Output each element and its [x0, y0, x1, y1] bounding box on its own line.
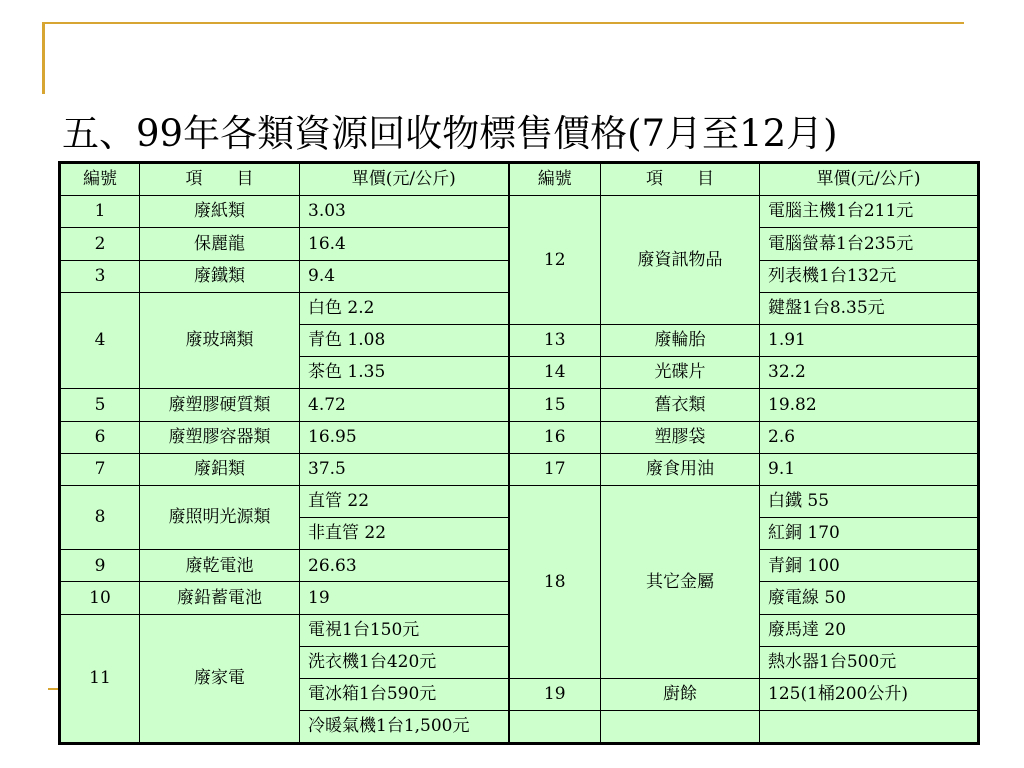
cell-item: 其它金屬 [601, 485, 760, 678]
decorative-top-line [42, 22, 964, 24]
header-price-left: 單價(元/公斤) [300, 163, 509, 196]
decorative-left-line [42, 22, 45, 94]
cell-item: 保麗龍 [140, 228, 300, 260]
cell-item: 廢鋁類 [140, 453, 300, 485]
cell-price: 白鐵 55 [760, 485, 979, 517]
header-item-right: 項 目 [601, 163, 760, 196]
table-row [60, 421, 979, 453]
cell-price: 37.5 [300, 453, 509, 485]
cell-price: 列表機1台132元 [760, 260, 979, 292]
table-header-row [60, 163, 979, 196]
cell-price: 冷暖氣機1台1,500元 [300, 711, 509, 744]
cell-no: 7 [60, 453, 140, 485]
cell-empty [601, 711, 760, 744]
cell-price: 19.82 [760, 389, 979, 421]
cell-price: 9.4 [300, 260, 509, 292]
cell-price: 9.1 [760, 453, 979, 485]
cell-price: 19 [300, 582, 509, 614]
cell-item: 廢食用油 [601, 453, 760, 485]
cell-no: 12 [509, 196, 601, 325]
cell-price: 電腦主機1台211元 [760, 196, 979, 228]
cell-price: 32.2 [760, 357, 979, 389]
cell-price: 電冰箱1台590元 [300, 679, 509, 711]
cell-price: 茶色 1.35 [300, 357, 509, 389]
cell-price: 熱水器1台500元 [760, 646, 979, 678]
cell-price: 16.95 [300, 421, 509, 453]
cell-price: 紅銅 170 [760, 518, 979, 550]
cell-price: 4.72 [300, 389, 509, 421]
cell-no: 11 [60, 614, 140, 744]
cell-price: 鍵盤1台8.35元 [760, 292, 979, 324]
header-no-right: 編號 [509, 163, 601, 196]
cell-item: 舊衣類 [601, 389, 760, 421]
cell-item: 廢輪胎 [601, 324, 760, 356]
cell-item: 廢鉛蓄電池 [140, 582, 300, 614]
cell-price: 廢電線 50 [760, 582, 979, 614]
cell-item: 廢紙類 [140, 196, 300, 228]
cell-no: 3 [60, 260, 140, 292]
cell-price: 1.91 [760, 324, 979, 356]
cell-no: 4 [60, 292, 140, 389]
cell-price: 2.6 [760, 421, 979, 453]
table-row [60, 485, 979, 517]
cell-no: 15 [509, 389, 601, 421]
cell-item: 廢照明光源類 [140, 485, 300, 549]
header-item-left: 項 目 [140, 163, 300, 196]
cell-item: 廢家電 [140, 614, 300, 744]
cell-no: 5 [60, 389, 140, 421]
cell-price: 16.4 [300, 228, 509, 260]
cell-item: 光碟片 [601, 357, 760, 389]
slide-title: 五、99年各類資源回收物標售價格(7月至12月) [62, 112, 838, 155]
cell-item: 廢鐵類 [140, 260, 300, 292]
decorative-left-tick [48, 688, 58, 690]
cell-item: 廢塑膠容器類 [140, 421, 300, 453]
cell-no: 13 [509, 324, 601, 356]
cell-price: 白色 2.2 [300, 292, 509, 324]
cell-price: 廢馬達 20 [760, 614, 979, 646]
cell-price: 電視1台150元 [300, 614, 509, 646]
table-row [60, 196, 979, 228]
cell-no: 8 [60, 485, 140, 549]
cell-item: 廢乾電池 [140, 550, 300, 582]
cell-no: 19 [509, 679, 601, 711]
cell-no: 6 [60, 421, 140, 453]
cell-item: 廢玻璃類 [140, 292, 300, 389]
cell-item: 廢塑膠硬質類 [140, 389, 300, 421]
cell-price: 電腦螢幕1台235元 [760, 228, 979, 260]
cell-no: 16 [509, 421, 601, 453]
cell-price: 青銅 100 [760, 550, 979, 582]
cell-no: 14 [509, 357, 601, 389]
price-table [58, 161, 980, 745]
cell-price: 洗衣機1台420元 [300, 646, 509, 678]
table-row [60, 389, 979, 421]
cell-price: 青色 1.08 [300, 324, 509, 356]
cell-no: 17 [509, 453, 601, 485]
cell-item: 廢資訊物品 [601, 196, 760, 325]
cell-item: 塑膠袋 [601, 421, 760, 453]
cell-no: 18 [509, 485, 601, 678]
header-no-left: 編號 [60, 163, 140, 196]
table-row [60, 453, 979, 485]
cell-item: 廚餘 [601, 679, 760, 711]
cell-no: 9 [60, 550, 140, 582]
cell-price: 125(1桶200公升) [760, 679, 979, 711]
cell-no: 2 [60, 228, 140, 260]
cell-price: 26.63 [300, 550, 509, 582]
cell-empty [509, 711, 601, 744]
cell-price: 3.03 [300, 196, 509, 228]
cell-price: 非直管 22 [300, 518, 509, 550]
cell-no: 1 [60, 196, 140, 228]
cell-empty [760, 711, 979, 744]
header-price-right: 單價(元/公斤) [760, 163, 979, 196]
cell-price: 直管 22 [300, 485, 509, 517]
cell-no: 10 [60, 582, 140, 614]
